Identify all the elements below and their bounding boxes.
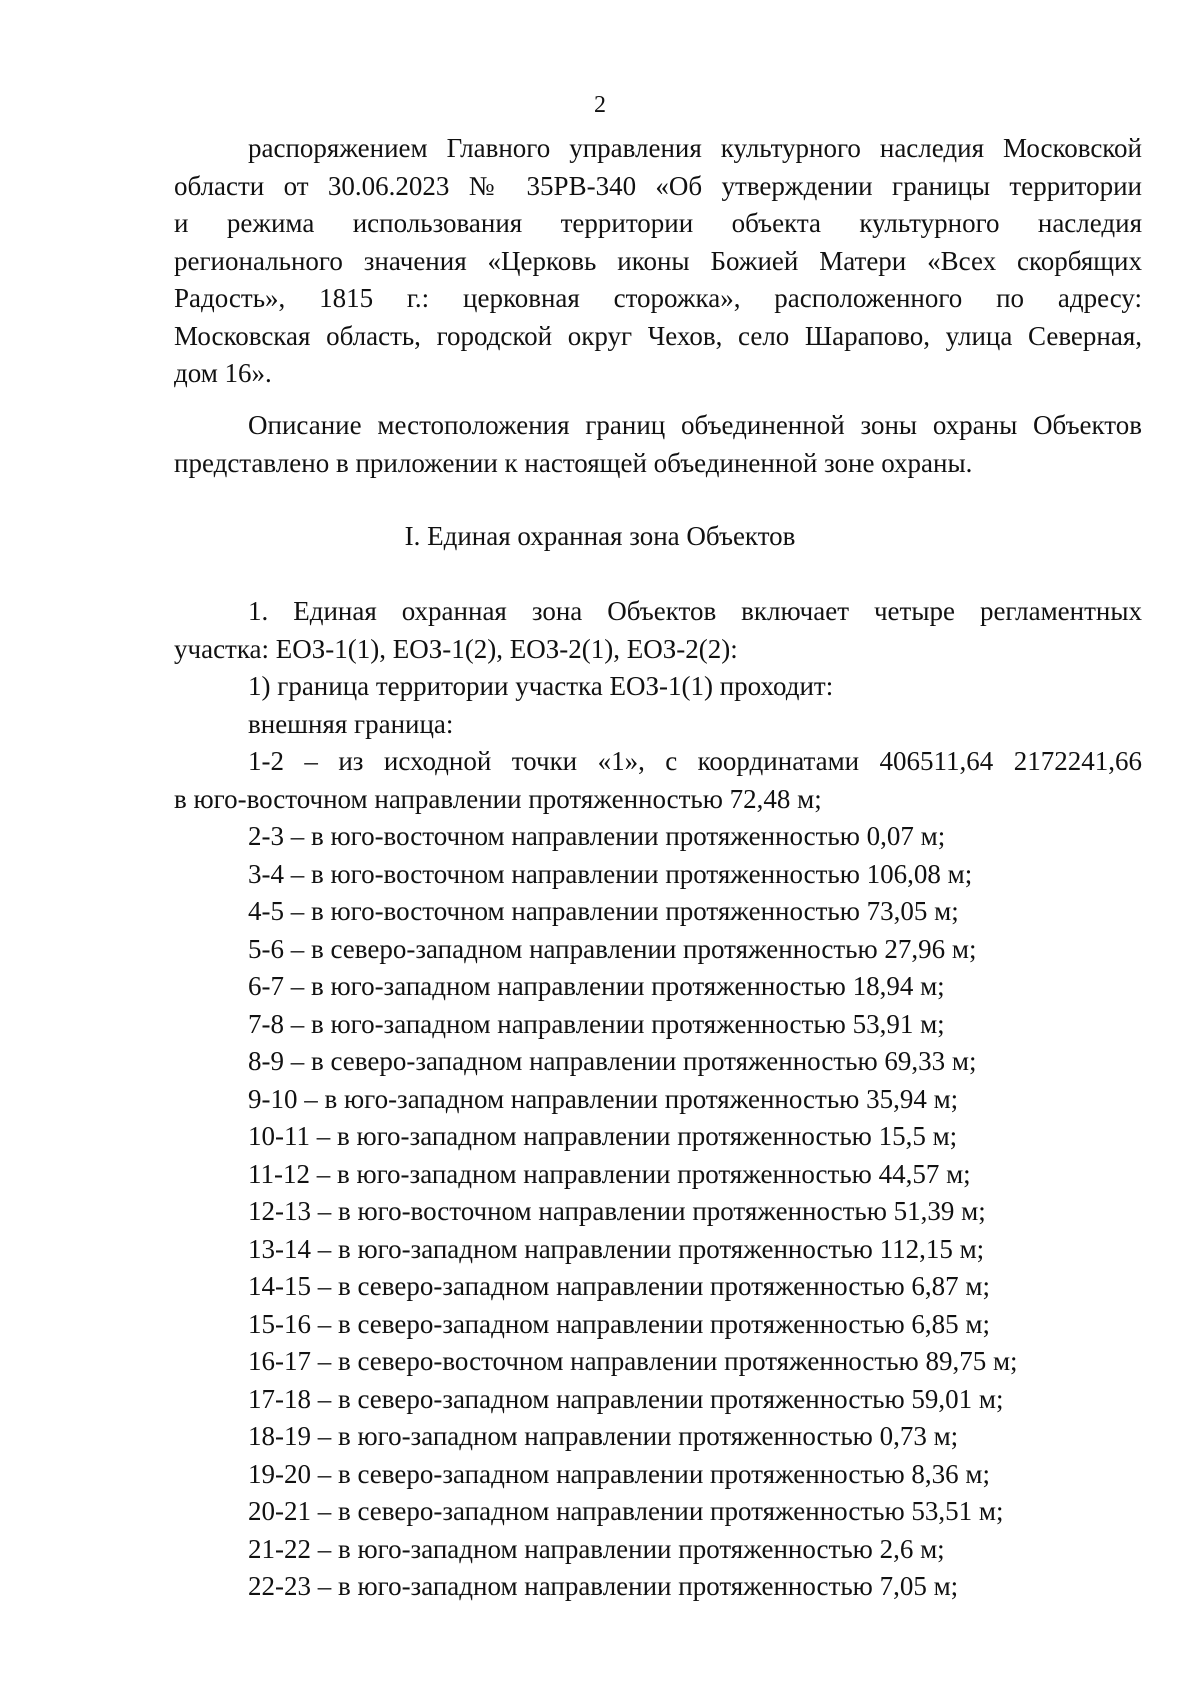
text-line: представлено в приложении к настоящей объединенной зоне охраны. <box>174 447 973 478</box>
text-line: Московская область, городской округ Чехов, село Шарапово, улица Северная, <box>174 320 1142 351</box>
segment-item: 13-14 – в юго-западном направлении протяженностью 112,15 м; <box>248 1233 985 1264</box>
page-number: 2 <box>594 92 606 118</box>
segment-item: 2-3 – в юго-восточном направлении протяженностью 0,07 м; <box>248 821 946 851</box>
section-heading: I. Единая охранная зона Объектов <box>404 521 796 551</box>
segment-list <box>174 818 1142 1606</box>
segment-item: 11-12 – в юго-западном направлении протяженностью 44,57 м; <box>248 1158 971 1189</box>
text-line: Радость», 1815 г.: церковная сторожка», расположенного по адресу: <box>174 283 1142 313</box>
segment-item: 8-9 – в северо-западном направлении протяженностью 69,33 м; <box>248 1046 977 1076</box>
segment-1-2: 1-2 – из исходной точки «1», с координатами 406511,64 2172241,66 <box>248 746 1142 776</box>
paragraph-boundary-description <box>174 407 1142 482</box>
segment-item: 19-20 – в северо-западном направлении протяженностью 8,36 м; <box>248 1458 990 1489</box>
segment-item: 22-23 – в юго-западном направлении протяженностью 7,05 м; <box>248 1571 959 1601</box>
segment-item: 5-6 – в северо-западном направлении протяженностью 27,96 м; <box>248 933 977 964</box>
text-line: распоряжением Главного управления культурного наследия Московской <box>248 133 1142 163</box>
segment-item: 4-5 – в юго-восточном направлении протяженностью 73,05 м; <box>248 896 959 926</box>
subitem-1: 1) граница территории участка ЕОЗ-1(1) проходит: <box>248 671 834 701</box>
text-line: 1. Единая охранная зона Объектов включает четыре регламентных <box>248 596 1142 626</box>
segment-item: 15-16 – в северо-западном направлении протяженностью 6,85 м; <box>248 1308 990 1339</box>
segment-item: 6-7 – в юго-западном направлении протяженностью 18,94 м; <box>248 971 945 1001</box>
segment-item: 21-22 – в юго-западном направлении протяженностью 2,6 м; <box>248 1533 945 1564</box>
text-line: и режима использования территории объекта культурного наследия <box>174 208 1142 238</box>
text-line: регионального значения «Церковь иконы Божией Матери «Всех скорбящих <box>174 245 1142 276</box>
text-line: участка: ЕОЗ-1(1), ЕОЗ-1(2), ЕОЗ-2(1), ЕОЗ-2(2): <box>174 633 738 664</box>
segment-item: 14-15 – в северо-западном направлении протяженностью 6,87 м; <box>248 1271 990 1301</box>
segment-item: 7-8 – в юго-западном направлении протяженностью 53,91 м; <box>248 1008 945 1039</box>
text-line: области от 30.06.2023 № 35РВ-340 «Об утверждении границы территории <box>174 170 1142 201</box>
text-line: дом 16». <box>174 358 272 388</box>
segment-item: 16-17 – в северо-восточном направлении протяженностью 89,75 м; <box>248 1346 1018 1376</box>
item-1 <box>174 593 1142 818</box>
segment-item: 3-4 – в юго-восточном направлении протяженностью 106,08 м; <box>248 858 973 889</box>
outer-border-label: внешняя граница: <box>248 708 454 739</box>
segment-item: 10-11 – в юго-западном направлении протяженностью 15,5 м; <box>248 1121 958 1151</box>
segment-item: 17-18 – в северо-западном направлении протяженностью 59,01 м; <box>248 1383 1004 1414</box>
segment-item: 20-21 – в северо-западном направлении протяженностью 53,51 м; <box>248 1496 1004 1526</box>
segment-item: 9-10 – в юго-западном направлении протяженностью 35,94 м; <box>248 1083 959 1114</box>
segment-item: 18-19 – в юго-западном направлении протяженностью 0,73 м; <box>248 1421 959 1451</box>
text-line: Описание местоположения границ объединенной зоны охраны Объектов <box>248 410 1142 440</box>
paragraph-decree-reference <box>174 130 1142 393</box>
segment-1-2-cont: в юго-восточном направлении протяженностью 72,48 м; <box>174 783 822 814</box>
segment-item: 12-13 – в юго-восточном направлении протяженностью 51,39 м; <box>248 1196 986 1226</box>
